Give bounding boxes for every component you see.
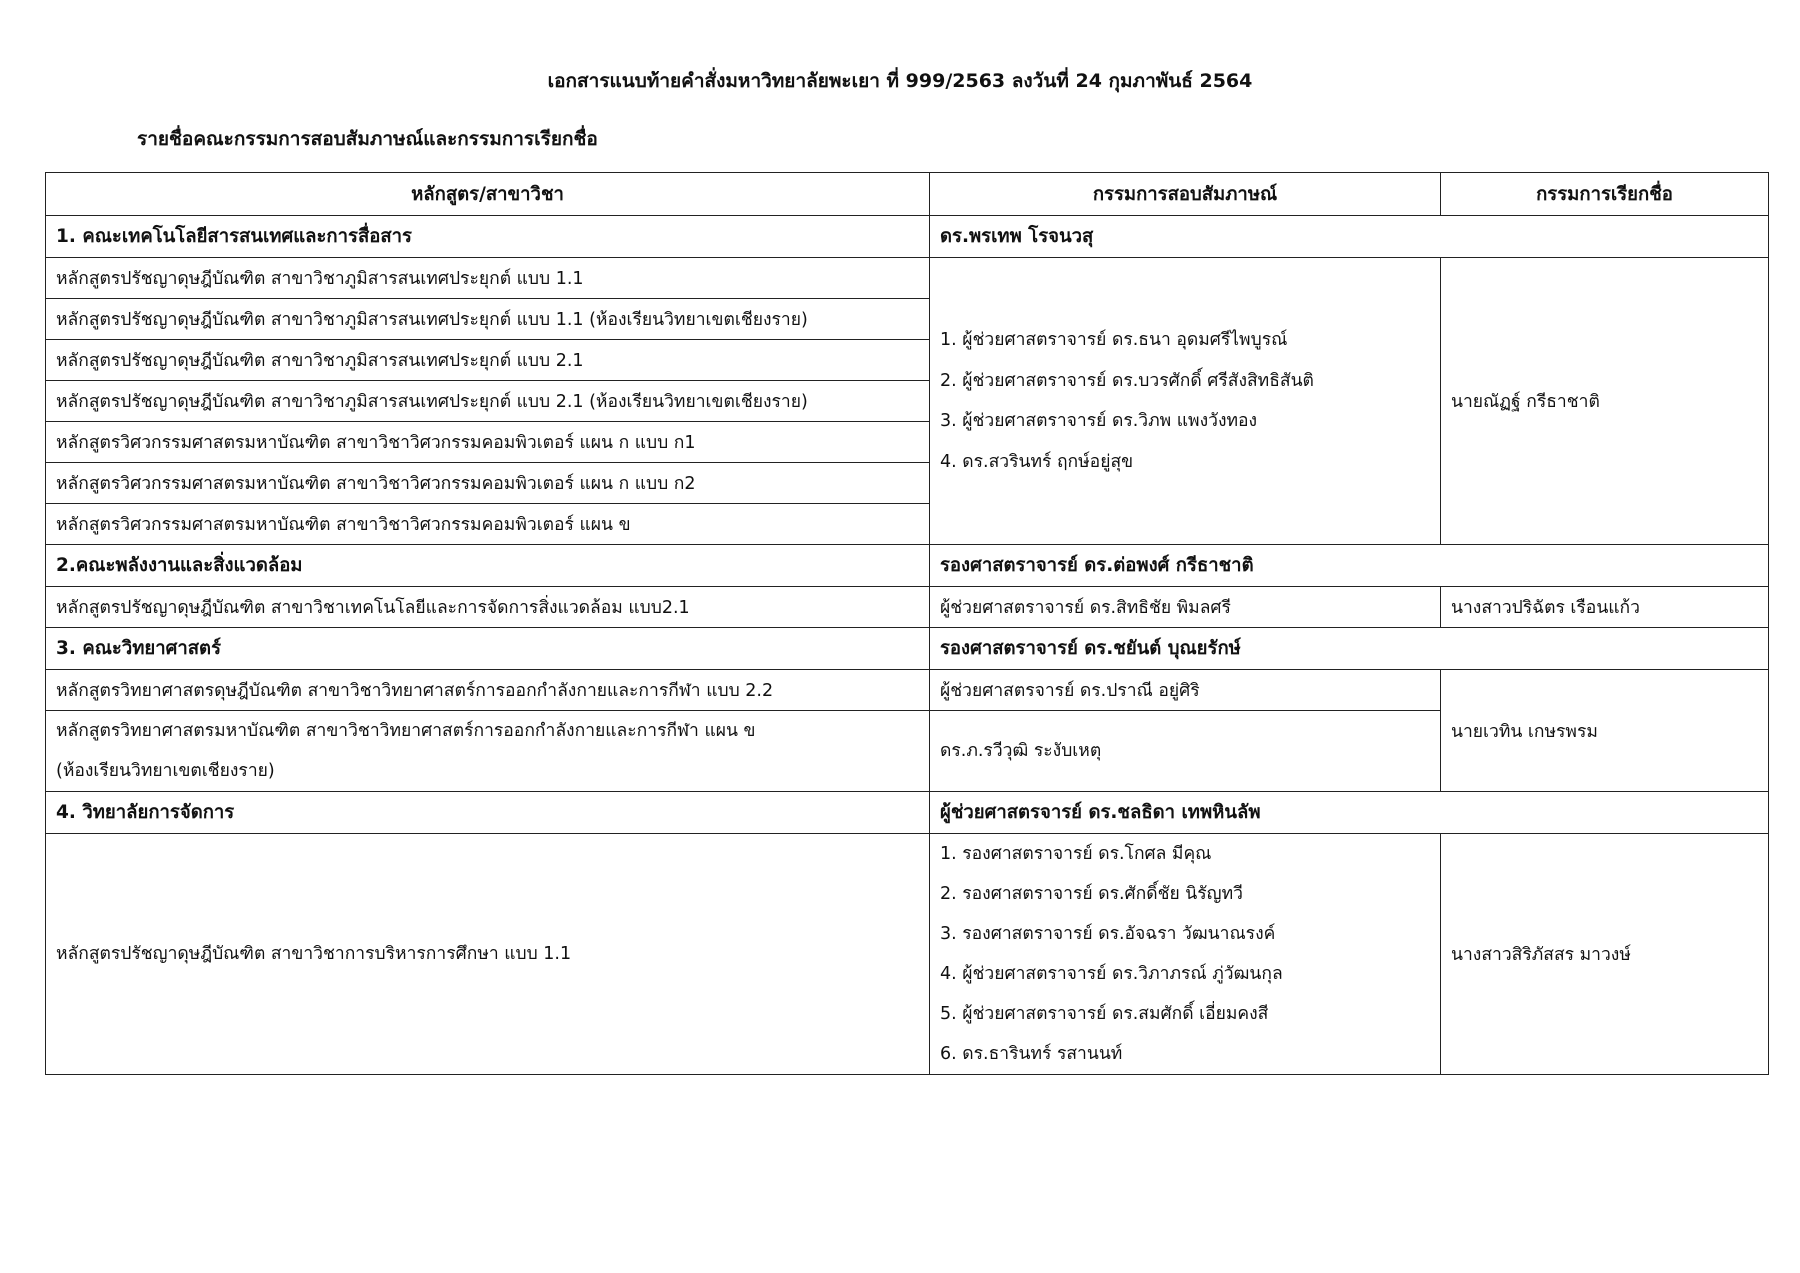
caller-name: นายณัฏฐ์ กรีธาชาติ (1441, 258, 1769, 545)
table-header-row (46, 173, 1769, 216)
interviewer-item: 1. ผู้ช่วยศาสตราจารย์ ดร.ธนา อุดมศรีไพบูรณ์ (940, 330, 1288, 350)
interviewer-item: 6. ดร.ธารินทร์ รสานนท์ (940, 1044, 1123, 1064)
section-chair: ผู้ช่วยศาสตรจารย์ ดร.ชลธิดา เทพหินลัพ (930, 792, 1769, 834)
program-row (46, 670, 1769, 711)
header-caller: กรรมการเรียกชื่อ (1441, 173, 1769, 216)
interviewer-item: ดร.ภ.รวีวุฒิ ระงับเหตุ (940, 741, 1102, 761)
section-row (46, 545, 1769, 587)
interviewer-item: 3. รองศาสตราจารย์ ดร.อัจฉรา วัฒนาณรงค์ (940, 924, 1276, 944)
program-name (46, 834, 930, 1075)
program-name-line: หลักสูตรวิทยาศาสตรมหาบัณฑิต สาขาวิชาวิทยาศาสตร์การออกกำลังกายและการกีฬา แผน ข (56, 721, 756, 741)
caller-name: นายเวทิน เกษรพรม (1441, 670, 1769, 792)
section-chair: รองศาสตราจารย์ ดร.ชยันต์ บุณยรักษ์ (930, 628, 1769, 670)
interviewer-item: 4. ดร.สวรินทร์ ฤกษ์อยู่สุข (940, 451, 1134, 472)
section-row (46, 792, 1769, 834)
program-name: หลักสูตรวิศวกรรมศาสตรมหาบัณฑิต สาขาวิชาวิศวกรรมคอมพิวเตอร์ แผน ก แบบ ก2 (46, 463, 930, 504)
interviewer-list (930, 711, 1441, 792)
program-row (46, 834, 1769, 1075)
interviewer-list (930, 258, 1441, 545)
program-row (46, 587, 1769, 628)
caller-name: นางสาวปริฉัตร เรือนแก้ว (1441, 587, 1769, 628)
interviewer-item: ผู้ช่วยศาสตราจารย์ ดร.สิทธิชัย พิมลศรี (930, 587, 1441, 628)
document-subtitle: รายชื่อคณะกรรมการสอบสัมภาษณ์และกรรมการเรียกชื่อ (137, 128, 598, 150)
program-name: หลักสูตรปรัชญาดุษฎีบัณฑิต สาขาวิชาภูมิสารสนเทศประยุกต์ แบบ 1.1 (ห้องเรียนวิทยาเขตเชียงราย) (46, 299, 930, 340)
section-chair: ดร.พรเทพ โรจนวสุ (930, 216, 1769, 258)
program-name: หลักสูตรวิศวกรรมศาสตรมหาบัณฑิต สาขาวิชาวิศวกรรมคอมพิวเตอร์ แผน ก แบบ ก1 (46, 422, 930, 463)
program-name: หลักสูตรปรัชญาดุษฎีบัณฑิต สาขาวิชาเทคโนโลยีและการจัดการสิ่งแวดล้อม แบบ2.1 (46, 587, 930, 628)
program-name: หลักสูตรปรัชญาดุษฎีบัณฑิต สาขาวิชาภูมิสารสนเทศประยุกต์ แบบ 2.1 (ห้องเรียนวิทยาเขตเชียงราย) (46, 381, 930, 422)
section-name: 3. คณะวิทยาศาสตร์ (46, 628, 930, 670)
interviewer-item: 2. รองศาสตราจารย์ ดร.ศักดิ์ชัย นิรัญทวี (940, 884, 1243, 904)
section-chair: รองศาสตราจารย์ ดร.ต่อพงศ์ กรีธาชาติ (930, 545, 1769, 587)
section-row (46, 628, 1769, 670)
program-name: หลักสูตรวิศวกรรมศาสตรมหาบัณฑิต สาขาวิชาวิศวกรรมคอมพิวเตอร์ แผน ข (46, 504, 930, 545)
program-name: หลักสูตรวิทยาศาสตรดุษฎีบัณฑิต สาขาวิชาวิทยาศาสตร์การออกกำลังกายและการกีฬา แบบ 2.2 (46, 670, 930, 711)
interviewer-item: ผู้ช่วยศาสตรจารย์ ดร.ปราณี อยู่ศิริ (930, 670, 1441, 711)
document-title: เอกสารแนบท้ายคำสั่งมหาวิทยาลัยพะเยา ที่ 999/2563 ลงวันที่ 24 กุมภาพันธ์ 2564 (547, 70, 1253, 92)
program-name (46, 711, 930, 792)
interviewer-item: 3. ผู้ช่วยศาสตราจารย์ ดร.วิภพ แพงวังทอง (940, 411, 1258, 431)
interviewer-item: 1. รองศาสตราจารย์ ดร.โกศล มีคุณ (940, 844, 1212, 864)
header-interview-committee: กรรมการสอบสัมภาษณ์ (930, 173, 1441, 216)
program-row (46, 258, 1769, 299)
section-name: 1. คณะเทคโนโลยีสารสนเทศและการสื่อสาร (46, 216, 930, 258)
committee-table (45, 172, 1769, 1075)
program-name: หลักสูตรปรัชญาดุษฎีบัณฑิต สาขาวิชาภูมิสารสนเทศประยุกต์ แบบ 1.1 (46, 258, 930, 299)
interviewer-list (930, 834, 1441, 1075)
interviewer-item: 5. ผู้ช่วยศาสตราจารย์ ดร.สมศักดิ์ เอี่ยมคงสี (940, 1004, 1269, 1024)
section-name: 2.คณะพลังงานและสิ่งแวดล้อม (46, 545, 930, 587)
program-name-line: หลักสูตรปรัชญาดุษฎีบัณฑิต สาขาวิชาการบริหารการศึกษา แบบ 1.1 (56, 944, 572, 964)
program-name: หลักสูตรปรัชญาดุษฎีบัณฑิต สาขาวิชาภูมิสารสนเทศประยุกต์ แบบ 2.1 (46, 340, 930, 381)
interviewer-item: 2. ผู้ช่วยศาสตราจารย์ ดร.บวรศักดิ์ ศรีสังสิทธิสันติ (940, 370, 1314, 391)
interviewer-item: 4. ผู้ช่วยศาสตราจารย์ ดร.วิภาภรณ์ ภู่วัฒนกุล (940, 964, 1283, 984)
program-name-line: (ห้องเรียนวิทยาเขตเชียงราย) (56, 761, 275, 781)
section-row (46, 216, 1769, 258)
section-name: 4. วิทยาลัยการจัดการ (46, 792, 930, 834)
header-program: หลักสูตร/สาขาวิชา (46, 173, 930, 216)
caller-name: นางสาวสิริภัสสร มาวงษ์ (1441, 834, 1769, 1075)
